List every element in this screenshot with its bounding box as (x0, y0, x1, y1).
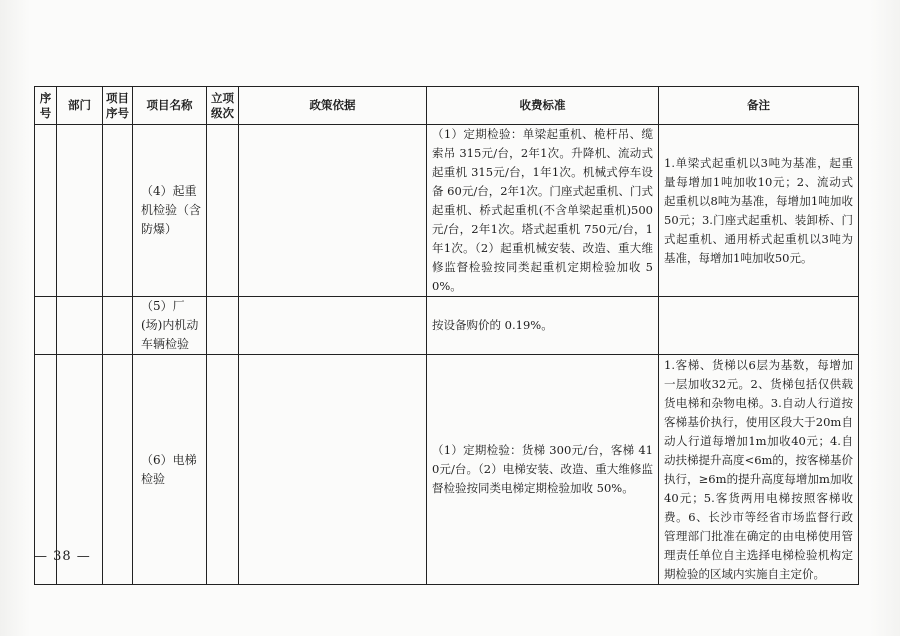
item-name-cell: （6）电梯检验 (133, 355, 207, 585)
remarks-cell: 1.单梁式起重机以3吨为基准，起重量每增加1吨加收10元；2、流动式起重机以8吨为基准，每增加1吨加收50元；3.门座式起重机、装卸桥、门式起重机、通用桥式起重机以3吨为基准，每增加1吨加收50元。 (659, 125, 859, 297)
fee-standard-cell: （1）定期检验：货梯 300元/台，客梯 410元/台。（2）电梯安装、改造、重大维修监督检验按同类电梯定期检验加收 50%。 (427, 355, 659, 585)
item-serial-cell (103, 297, 133, 355)
department-cell (57, 297, 103, 355)
item-name-cell: （5）厂(场)内机动车辆检验 (133, 297, 207, 355)
page-number: — 38 — (34, 549, 91, 564)
remarks-cell: 1.客梯、货梯以6层为基数，每增加一层加收32元。2、货梯包括仅供载货电梯和杂物电梯。3.自动人行道按客梯基价执行，使用区段大于20m自动人行道每增加1m加收40元；4.自动扶梯提升高度<6m的，按客梯基价执行，≥6m的提升高度每增加m加收40元；5.客货两用电梯按照客梯收费。6、长沙市等经省市场监督行政管理部门批准在确定的由电梯使用管理责任单位自主选择电梯检验机构定期检验的区域内实施自主定价。 (659, 355, 859, 585)
table-header-row (35, 87, 859, 125)
approval-level-cell (207, 125, 239, 297)
approval-level-cell (207, 355, 239, 585)
department-cell (57, 125, 103, 297)
header-policy-basis: 政策依据 (239, 87, 427, 125)
item-serial-cell (103, 125, 133, 297)
header-item-name: 项目名称 (133, 87, 207, 125)
policy-basis-cell (239, 355, 427, 585)
header-remarks: 备注 (659, 87, 859, 125)
item-name-cell: （4）起重机检验（含防爆） (133, 125, 207, 297)
policy-basis-cell (239, 125, 427, 297)
approval-level-cell (207, 297, 239, 355)
header-serial: 序号 (35, 87, 57, 125)
table-row (35, 125, 859, 297)
policy-basis-cell (239, 297, 427, 355)
header-approval-level: 立项级次 (207, 87, 239, 125)
fee-standard-cell: （1）定期检验：单梁起重机、桅杆吊、缆索吊 315元/台，2年1次。升降机、流动式起重机 315元/台，1年1次。机械式停车设备 60元/台，2年1次。门座式起重机、门式起重机、桥式起重机(不含单梁起重机)500元/台，2年1次。塔式起重机 750元/台，1年1次。（2）起重机械安装、改造、重大维修监督检验按同类起重机定期检验加收 50%。 (427, 125, 659, 297)
header-fee-standard: 收费标准 (427, 87, 659, 125)
serial-cell (35, 297, 57, 355)
remarks-cell (659, 297, 859, 355)
serial-cell (35, 125, 57, 297)
header-department: 部门 (57, 87, 103, 125)
table-row (35, 355, 859, 585)
fee-standard-cell: 按设备购价的 0.19%。 (427, 297, 659, 355)
fee-table (34, 86, 859, 585)
item-serial-cell (103, 355, 133, 585)
header-item-serial: 项目序号 (103, 87, 133, 125)
table-row (35, 297, 859, 355)
